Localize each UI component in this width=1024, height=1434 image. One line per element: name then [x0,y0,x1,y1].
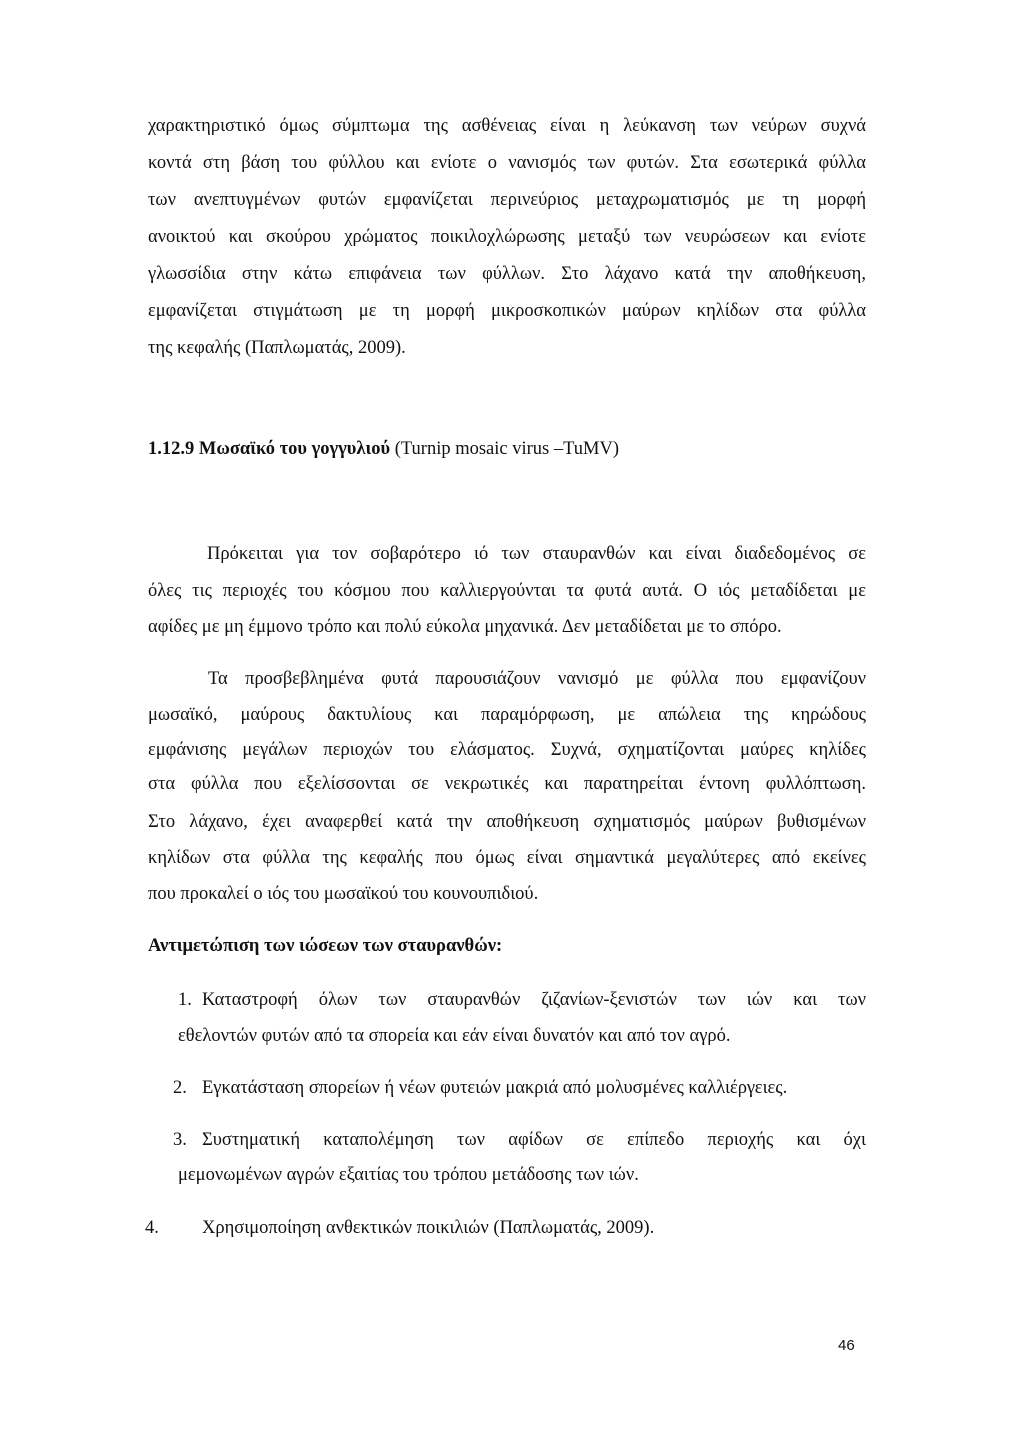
paragraph-2-line-5: Στο λάχανο, έχει αναφερθεί κατά την αποθήκευση σχηματισμός μαύρων βυθισμένων [148,812,866,832]
paragraph-1-line-3: αφίδες με μη έμμονο τρόπο και πολύ εύκολα μηχανικά. Δεν μεταδίδεται με το σπόρο. [148,617,782,637]
list-item-3-line-2: μεμονωμένων αγρών εξαιτίας του τρόπου μετάδοσης των ιών. [178,1165,639,1185]
intro-line-5: γλωσσίδια στην κάτω επιφάνεια των φύλλων. Στο λάχανο κατά την αποθήκευση, [148,264,866,284]
section-title-latin: (Turnip mosaic virus –TuMV) [394,439,619,459]
intro-line-7: της κεφαλής (Παπλωματάς, 2009). [148,338,406,358]
list-item-3-line-1: Συστηματική καταπολέμηση των αφίδων σε επίπεδο περιοχής και όχι [202,1130,866,1150]
list-item-1-line-2: εθελοντών φυτών από τα σπορεία και εάν είναι δυνατόν και από τον αγρό. [178,1026,731,1046]
intro-line-6: εμφανίζεται στιγμάτωση με τη μορφή μικροσκοπικών μαύρων κηλίδων στα φύλλα [148,301,866,321]
section-number: 1.12.9 [148,439,195,459]
paragraph-2-line-1: Τα προσβεβλημένα φυτά παρουσιάζουν νανισμό με φύλλα που εμφανίζουν [208,669,866,689]
list-item-1-number: 1. [178,990,192,1010]
section-heading [148,437,619,461]
paragraph-2-line-4: στα φύλλα που εξελίσσονται σε νεκρωτικές και παρατηρείται έντονη φυλλόπτωση. [148,774,866,794]
intro-line-4: ανοικτού και σκούρου χρώματος ποικιλοχλώρωσης μεταξύ των νευρώσεων και ενίοτε [148,227,866,247]
paragraph-1-line-2: όλες τις περιοχές του κόσμου που καλλιεργούνται τα φυτά αυτά. Ο ιός μεταδίδεται με [148,581,866,601]
intro-line-1: χαρακτηριστικό όμως σύμπτωμα της ασθένειας είναι η λεύκανση των νεύρων συχνά [148,116,866,136]
list-item-3-number: 3. [173,1130,187,1150]
paragraph-2-line-7: που προκαλεί ο ιός του μωσαϊκού του κουνουπιδιού. [148,884,539,904]
page-number: 46 [838,1337,855,1354]
list-item-2-number: 2. [173,1078,187,1098]
list-item-4-line-1: Χρησιμοποίηση ανθεκτικών ποικιλιών (Παπλωματάς, 2009). [202,1218,655,1238]
control-heading: Αντιμετώπιση των ιώσεων των σταυρανθών: [148,936,503,956]
paragraph-2-line-2: μωσαϊκό, μαύρους δακτυλίους και παραμόρφωση, με απώλεια της κηρώδους [148,705,866,725]
paragraph-2-line-6: κηλίδων στα φύλλα της κεφαλής που όμως είναι σημαντικά μεγαλύτερες από εκείνες [148,848,866,868]
section-title-greek: Μωσαϊκό του γογγυλιού [198,439,391,459]
paragraph-2-line-3: εμφάνισης μεγάλων περιοχών του ελάσματος. Συχνά, σχηματίζονται μαύρες κηλίδες [148,740,866,760]
intro-line-3: των ανεπτυγμένων φυτών εμφανίζεται περινεύριος μεταχρωματισμός με τη μορφή [148,190,866,210]
intro-line-2: κοντά στη βάση του φύλλου και ενίοτε ο νανισμός των φυτών. Στα εσωτερικά φύλλα [148,153,866,173]
paragraph-1-line-1: Πρόκειται για τον σοβαρότερο ιό των σταυρανθών και είναι διαδεδομένος σε [207,544,866,564]
list-item-2-line-1: Εγκατάσταση σπορείων ή νέων φυτειών μακριά από μολυσμένες καλλιέργειες. [202,1078,788,1098]
list-item-4-number: 4. [145,1218,159,1238]
list-item-1-line-1: Καταστροφή όλων των σταυρανθών ζιζανίων-ξενιστών των ιών και των [202,990,866,1010]
